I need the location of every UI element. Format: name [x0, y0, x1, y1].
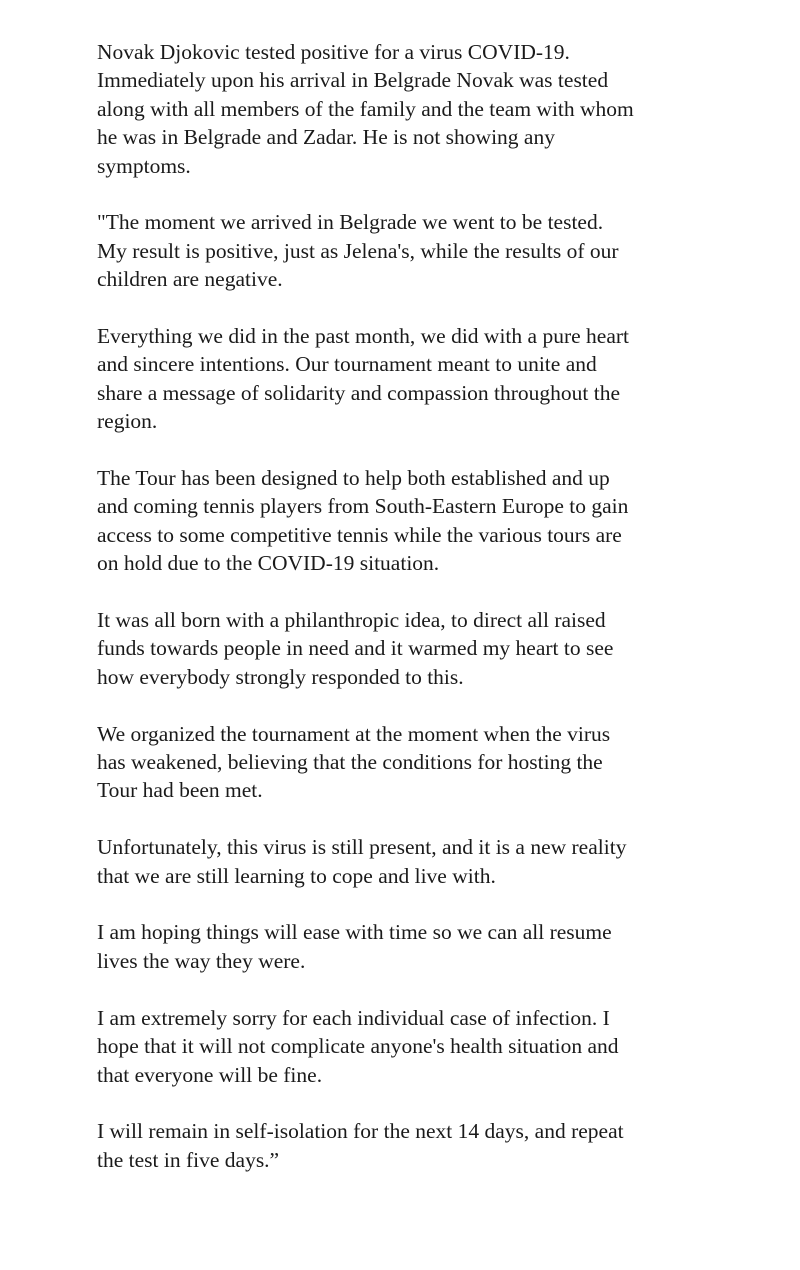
- paragraph-self-isolation: [97, 1117, 757, 1174]
- text-line: My result is positive, just as Jelena's, while the results of our: [97, 238, 619, 263]
- text-line: hope that it will not complicate anyone's health situation and: [97, 1034, 619, 1059]
- paragraph-announcement: [97, 38, 757, 180]
- text-line: Unfortunately, this virus is still present, and it is a new reality: [97, 835, 627, 860]
- paragraph-tour-design: [97, 464, 757, 578]
- text-line: how everybody strongly responded to this.: [97, 664, 464, 689]
- text-line: Immediately upon his arrival in Belgrade Novak was tested: [97, 68, 609, 93]
- text-line: Tour had been met.: [97, 778, 263, 803]
- text-line: and sincere intentions. Our tournament meant to unite and: [97, 352, 597, 377]
- paragraph-philanthropy: [97, 606, 757, 691]
- text-line: I am hoping things will ease with time so we can all resume: [97, 920, 612, 945]
- text-line: funds towards people in need and it warmed my heart to see: [97, 636, 614, 661]
- text-line: Everything we did in the past month, we did with a pure heart: [97, 324, 629, 349]
- text-line: share a message of solidarity and compassion throughout the: [97, 380, 621, 405]
- text-line: he was in Belgrade and Zadar. He is not showing any: [97, 125, 555, 150]
- text-line: on hold due to the COVID-19 situation.: [97, 551, 440, 576]
- text-line: Novak Djokovic tested positive for a virus COVID-19.: [97, 40, 570, 64]
- paragraph-new-reality: [97, 833, 757, 890]
- paragraph-test-results: [97, 208, 757, 293]
- text-line: along with all members of the family and the team with whom: [97, 96, 634, 121]
- paragraph-intentions: [97, 322, 757, 436]
- text-line: symptoms.: [97, 153, 191, 178]
- text-line: It was all born with a philanthropic idea, to direct all raised: [97, 608, 606, 633]
- text-line: "The moment we arrived in Belgrade we went to be tested.: [97, 210, 604, 235]
- text-line: has weakened, believing that the conditions for hosting the: [97, 750, 603, 775]
- statement-document: [97, 38, 757, 1203]
- paragraph-apology: [97, 1004, 757, 1089]
- text-line: lives the way they were.: [97, 948, 306, 973]
- text-line: that we are still learning to cope and live with.: [97, 863, 496, 888]
- paragraph-organization: [97, 720, 757, 805]
- text-line: We organized the tournament at the moment when the virus: [97, 721, 611, 746]
- text-line: children are negative.: [97, 267, 283, 292]
- paragraph-hope: [97, 918, 757, 975]
- text-line: I am extremely sorry for each individual case of infection. I: [97, 1005, 610, 1030]
- text-line: the test in five days.”: [97, 1147, 280, 1172]
- text-line: access to some competitive tennis while the various tours are: [97, 522, 622, 547]
- text-line: I will remain in self-isolation for the next 14 days, and repeat: [97, 1119, 624, 1144]
- text-line: region.: [97, 409, 158, 434]
- text-line: The Tour has been designed to help both established and up: [97, 466, 610, 491]
- text-line: that everyone will be fine.: [97, 1062, 323, 1087]
- text-line: and coming tennis players from South-Eastern Europe to gain: [97, 494, 629, 519]
